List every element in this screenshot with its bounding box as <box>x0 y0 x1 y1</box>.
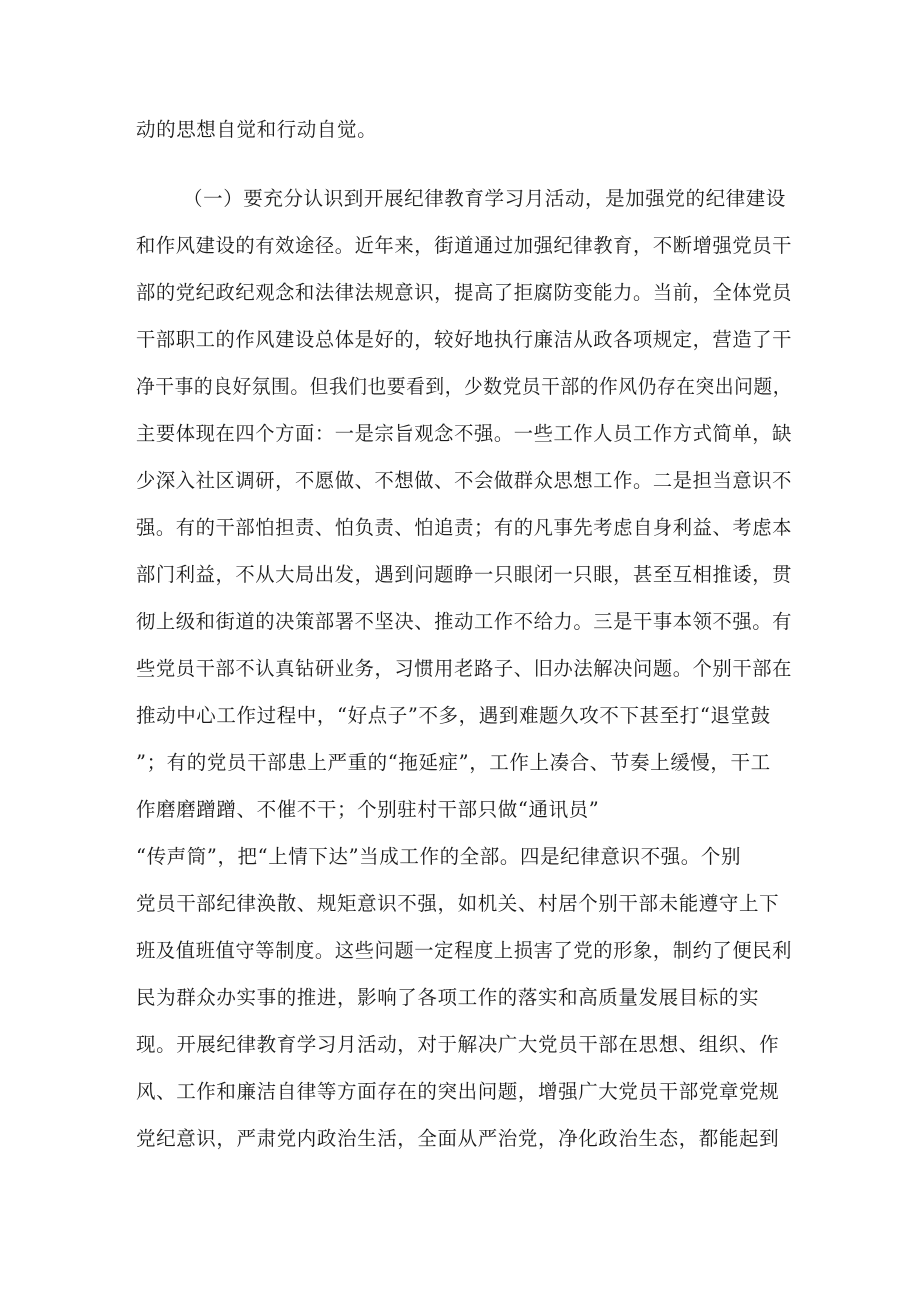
paragraph-line: 现。开展纪律教育学习月活动，对于解决广大党员干部在思想、组织、作 <box>136 1033 780 1056</box>
paragraph-line: 强。有的干部怕担责、怕负责、怕追责；有的凡事先考虑自身利益、考虑本 <box>136 516 793 539</box>
paragraph-line: 班及值班值守等制度。这些问题一定程度上损害了党的形象，制约了便民利 <box>136 939 793 962</box>
paragraph-line: 少深入社区调研，不愿做、不想做、不会做群众思想工作。二是担当意识不 <box>136 469 793 492</box>
paragraph-line: 部的党纪政纪观念和法律法规意识，提高了拒腐防变能力。当前，全体党员 <box>136 281 793 304</box>
paragraph-line: 党纪意识，严肃党内政治生活，全面从严治党，净化政治生态，都能起到 <box>136 1127 780 1150</box>
paragraph-line: 部门利益，不从大局出发，遇到问题睁一只眼闭一只眼，甚至互相推诿，贯 <box>136 563 793 586</box>
paragraph-line: 风、工作和廉洁自律等方面存在的突出问题，增强广大党员干部党章党规 <box>136 1080 780 1103</box>
paragraph-line: “传声筒”，把“上情下达”当成工作的全部。四是纪律意识不强。个别 <box>136 845 742 868</box>
paragraph-line: 党员干部纪律涣散、规矩意识不强，如机关、村居个别干部未能遵守上下 <box>136 892 780 915</box>
paragraph-line: 净干事的良好氛围。但我们也要看到，少数党员干部的作风仍存在突出问题， <box>136 375 793 398</box>
paragraph-line: 彻上级和街道的决策部署不坚决、推动工作不给力。三是干事本领不强。有 <box>136 610 793 633</box>
paragraph-line: 主要体现在四个方面：一是宗旨观念不强。一些工作人员工作方式简单，缺 <box>136 422 793 445</box>
paragraph-line: 和作风建设的有效途径。近年来，街道通过加强纪律教育，不断增强党员干 <box>136 234 793 257</box>
paragraph-line: 些党员干部不认真钻研业务，习惯用老路子、旧办法解决问题。个别干部在 <box>136 657 793 680</box>
section-heading-line: （一）要充分认识到开展纪律教育学习月活动，是加强党的纪律建设 <box>183 187 787 210</box>
paragraph-line: 民为群众办实事的推进，影响了各项工作的落实和高质量发展目标的实 <box>136 986 760 1009</box>
paragraph-line: ”；有的党员干部患上严重的“拖延症”，工作上凑合、节奏上缓慢，干工 <box>136 751 771 774</box>
paragraph-line: 作磨磨蹭蹭、不催不干；个别驻村干部只做“通讯员” <box>136 798 600 821</box>
paragraph-line: 干部职工的作风建设总体是好的，较好地执行廉洁从政各项规定，营造了干 <box>136 328 793 351</box>
paragraph-line: 推动中心工作过程中，“好点子”不多，遇到难题久攻不下甚至打“退堂鼓 <box>136 704 771 727</box>
paragraph-line: 动的思想自觉和行动自觉。 <box>136 118 378 141</box>
